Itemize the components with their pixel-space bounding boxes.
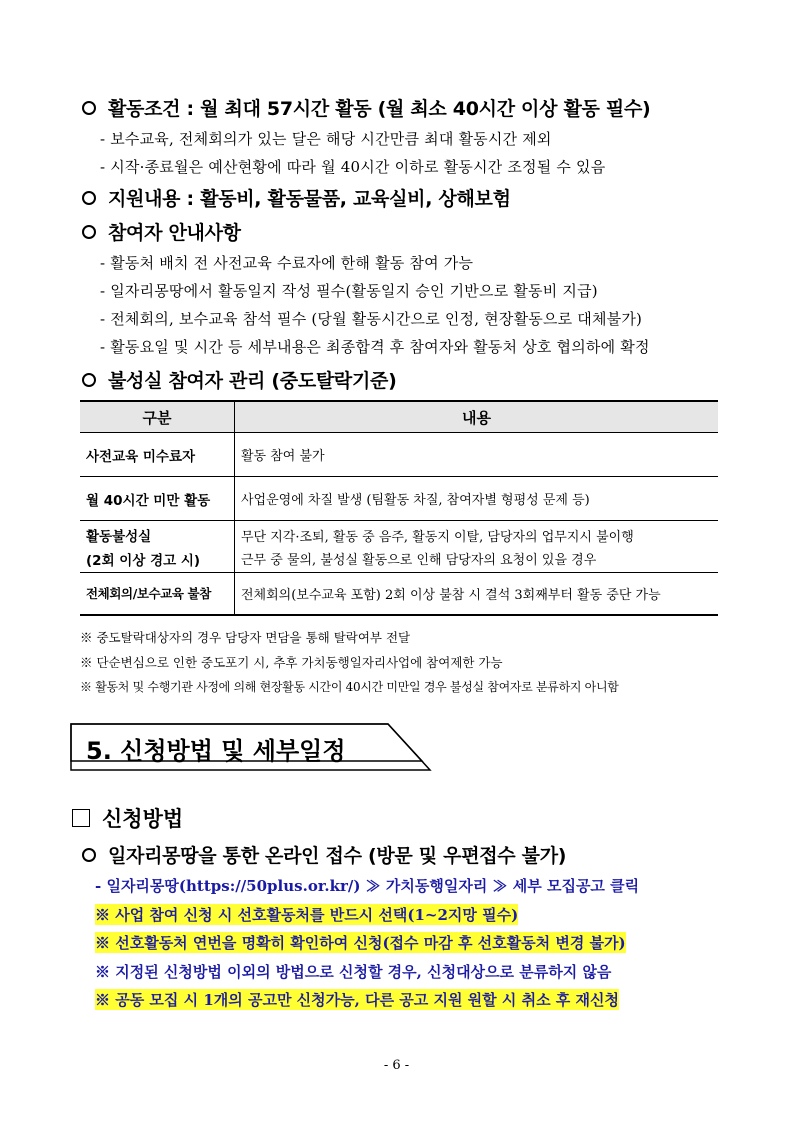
condition-sub-2: - 시작·종료월은 예산현황에 따라 월 40시간 이하로 활동시간 조정될 수 있음 [100,158,606,176]
row-content: 활동 참여 불가 [235,433,719,477]
note-3: ※ 활동처 및 수행기관 사정에 의해 현장활동 시간이 40시간 미만일 경우 불성실 참여자로 분류하지 아니함 [80,680,619,694]
guide-sub-1: - 활동처 배치 전 사전교육 수료자에 한해 활동 참여 가능 [100,254,474,272]
apply-path: - 일자리몽땅(https://50plus.or.kr/) ≫ 가치동행일자리 ≫ 세부 모집공고 클릭 [95,877,640,895]
table-row [80,573,718,615]
circle-bullet-icon [82,848,96,862]
square-bullet-icon [72,809,90,827]
row-content [235,521,719,573]
header-category: 구분 [80,401,235,433]
table-row [80,477,718,521]
guide-sub-4: - 활동요일 및 시간 등 세부내용은 최종합격 후 참여자와 활동처 상호 협의하에 확정 [100,338,650,356]
section-title: 5. 신청방법 및 세부일정 [86,737,346,765]
apply-heading: 신청방법 [72,803,183,833]
row-category: 전체회의/보수교육 불참 [80,573,235,615]
row-content-line-1: 무단 지각·조퇴, 활동 중 음주, 활동지 이탈, 담당자의 업무지시 불이행 [241,529,634,545]
circle-bullet-icon [82,225,96,239]
header-content: 내용 [235,401,719,433]
row-category-line-2: (2회 이상 경고 시) [86,552,201,569]
circle-bullet-icon [82,101,96,115]
management-heading: 불성실 참여자 관리 (중도탈락기준) [82,366,396,393]
warning-1: ※ 사업 참여 신청 시 선호활동처를 반드시 선택(1~2지망 필수) [95,906,519,924]
table-row [80,433,718,477]
table-row [80,521,718,573]
page-number: - 6 - [383,1058,410,1073]
table-header-row [80,401,718,433]
row-category [80,521,235,573]
activity-condition: 활동조건 : 월 최대 57시간 활동 (월 최소 40시간 이상 활동 필수) [82,94,650,121]
guide-sub-3: - 전체회의, 보수교육 참석 필수 (당월 활동시간으로 인정, 현장활동으로 대체불가) [100,310,643,328]
guide-sub-2: - 일자리몽땅에서 활동일지 작성 필수(활동일지 승인 기반으로 활동비 지급) [100,282,598,300]
row-content: 전체회의(보수교육 포함) 2회 이상 불참 시 결석 3회째부터 활동 중단 가능 [235,573,719,615]
row-content: 사업운영에 차질 발생 (팀활동 차질, 참여자별 형평성 문제 등) [235,477,719,521]
participant-guide: 참여자 안내사항 [82,218,241,245]
dropout-criteria-table [80,400,718,616]
support-content: 지원내용 : 활동비, 활동물품, 교육실비, 상해보험 [82,184,511,211]
warning-2: ※ 선호활동처 연번을 명확히 확인하여 신청(접수 마감 후 선호활동처 변경 불가) [95,934,626,952]
note-2: ※ 단순변심으로 인한 중도포기 시, 추후 가치동행일자리사업에 참여제한 가능 [80,655,503,670]
warning-3: ※ 지정된 신청방법 이외의 방법으로 신청할 경우, 신청대상으로 분류하지 않음 [95,963,612,981]
row-category: 사전교육 미수료자 [80,433,235,477]
circle-bullet-icon [82,191,96,205]
warning-4: ※ 공동 모집 시 1개의 공고만 신청가능, 다른 공고 지원 원할 시 취소 후 재신청 [95,991,619,1009]
row-category: 월 40시간 미만 활동 [80,477,235,521]
apply-bullet: 일자리몽땅을 통한 온라인 접수 (방문 및 우편접수 불가) [82,841,566,868]
circle-bullet-icon [82,373,96,387]
row-content-line-2: 근무 중 물의, 불성실 활동으로 인해 담당자의 요청이 있을 경우 [241,552,597,568]
row-category-line-1: 활동불성실 [86,528,152,545]
section-heading [70,723,410,769]
condition-sub-1: - 보수교육, 전체회의가 있는 달은 해당 시간만큼 최대 활동시간 제외 [100,130,552,148]
note-1: ※ 중도탈락대상자의 경우 담당자 면담을 통해 탈락여부 전달 [80,630,411,645]
